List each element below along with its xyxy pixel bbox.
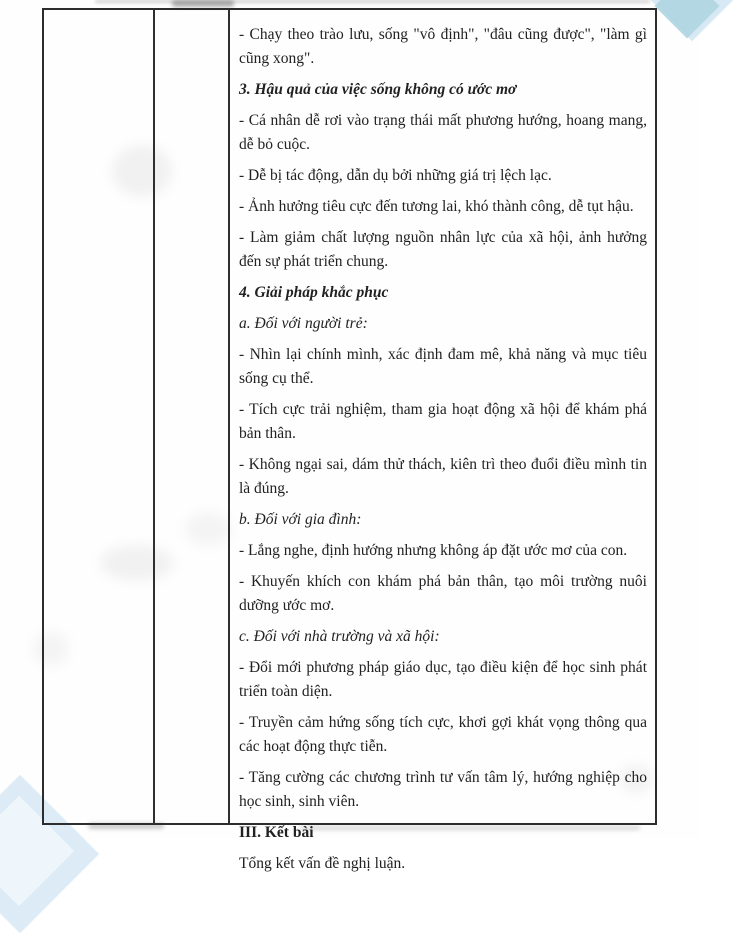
bullet-paragraph: - Dễ bị tác động, dẫn dụ bởi những giá trị lệch lạc. xyxy=(239,167,552,184)
bullet-paragraph: - Lắng nghe, định hướng nhưng không áp đặt ước mơ của con. xyxy=(239,542,628,559)
scan-smudge xyxy=(172,0,234,7)
subsection-heading-c: c. Đối với nhà trường và xã hội: xyxy=(239,628,440,645)
conclusion-text: Tổng kết vấn đề nghị luận. xyxy=(239,855,406,872)
bullet-paragraph: - Chạy theo trào lưu, sống "vô định", "đâu cũng được", "làm gì cũng xong". xyxy=(239,26,647,67)
section-heading-4: 4. Giải pháp khắc phục xyxy=(239,284,389,301)
scan-smudge xyxy=(95,0,650,3)
outline-table xyxy=(42,8,657,872)
bullet-paragraph: - Cá nhân dễ rơi vào trạng thái mất phương hướng, hoang mang, dễ bỏ cuộc. xyxy=(239,112,647,153)
bullet-paragraph: - Nhìn lại chính mình, xác định đam mê, khả năng và mục tiêu sống cụ thể. xyxy=(239,346,647,387)
table-cell-content xyxy=(230,10,655,872)
corner-decoration-top-right-light xyxy=(647,0,737,41)
bullet-paragraph: - Tăng cường các chương trình tư vấn tâm lý, hướng nghiệp cho học sinh, sinh viên. xyxy=(239,769,647,810)
table-column-divider-1 xyxy=(153,10,155,823)
bullet-paragraph: - Truyền cảm hứng sống tích cực, khơi gợi khát vọng thông qua các hoạt động thực tiễn. xyxy=(239,714,647,755)
section-heading-3: 3. Hậu quả của việc sống không có ước mơ xyxy=(239,81,517,98)
bullet-paragraph: - Tích cực trải nghiệm, tham gia hoạt động xã hội để khám phá bản thân. xyxy=(239,401,647,442)
bullet-paragraph: - Làm giảm chất lượng nguồn nhân lực của xã hội, ảnh hưởng đến sự phát triển chung. xyxy=(239,229,647,270)
conclusion-heading: III. Kết bài xyxy=(239,824,314,841)
subsection-heading-b: b. Đối với gia đình: xyxy=(239,511,362,528)
corner-decoration-top-right-dark xyxy=(654,0,719,39)
bullet-paragraph: - Khuyến khích con khám phá bản thân, tạo môi trường nuôi dưỡng ước mơ. xyxy=(239,573,647,614)
bullet-paragraph: - Không ngại sai, dám thử thách, kiên trì theo đuổi điều mình tin là đúng. xyxy=(239,456,647,497)
subsection-heading-a: a. Đối với người trẻ: xyxy=(239,315,368,332)
bullet-paragraph: - Đổi mới phương pháp giáo dục, tạo điều kiện để học sinh phát triển toàn diện. xyxy=(239,659,647,700)
bullet-paragraph: - Ảnh hưởng tiêu cực đến tương lai, khó thành công, dễ tụt hậu. xyxy=(239,198,634,215)
